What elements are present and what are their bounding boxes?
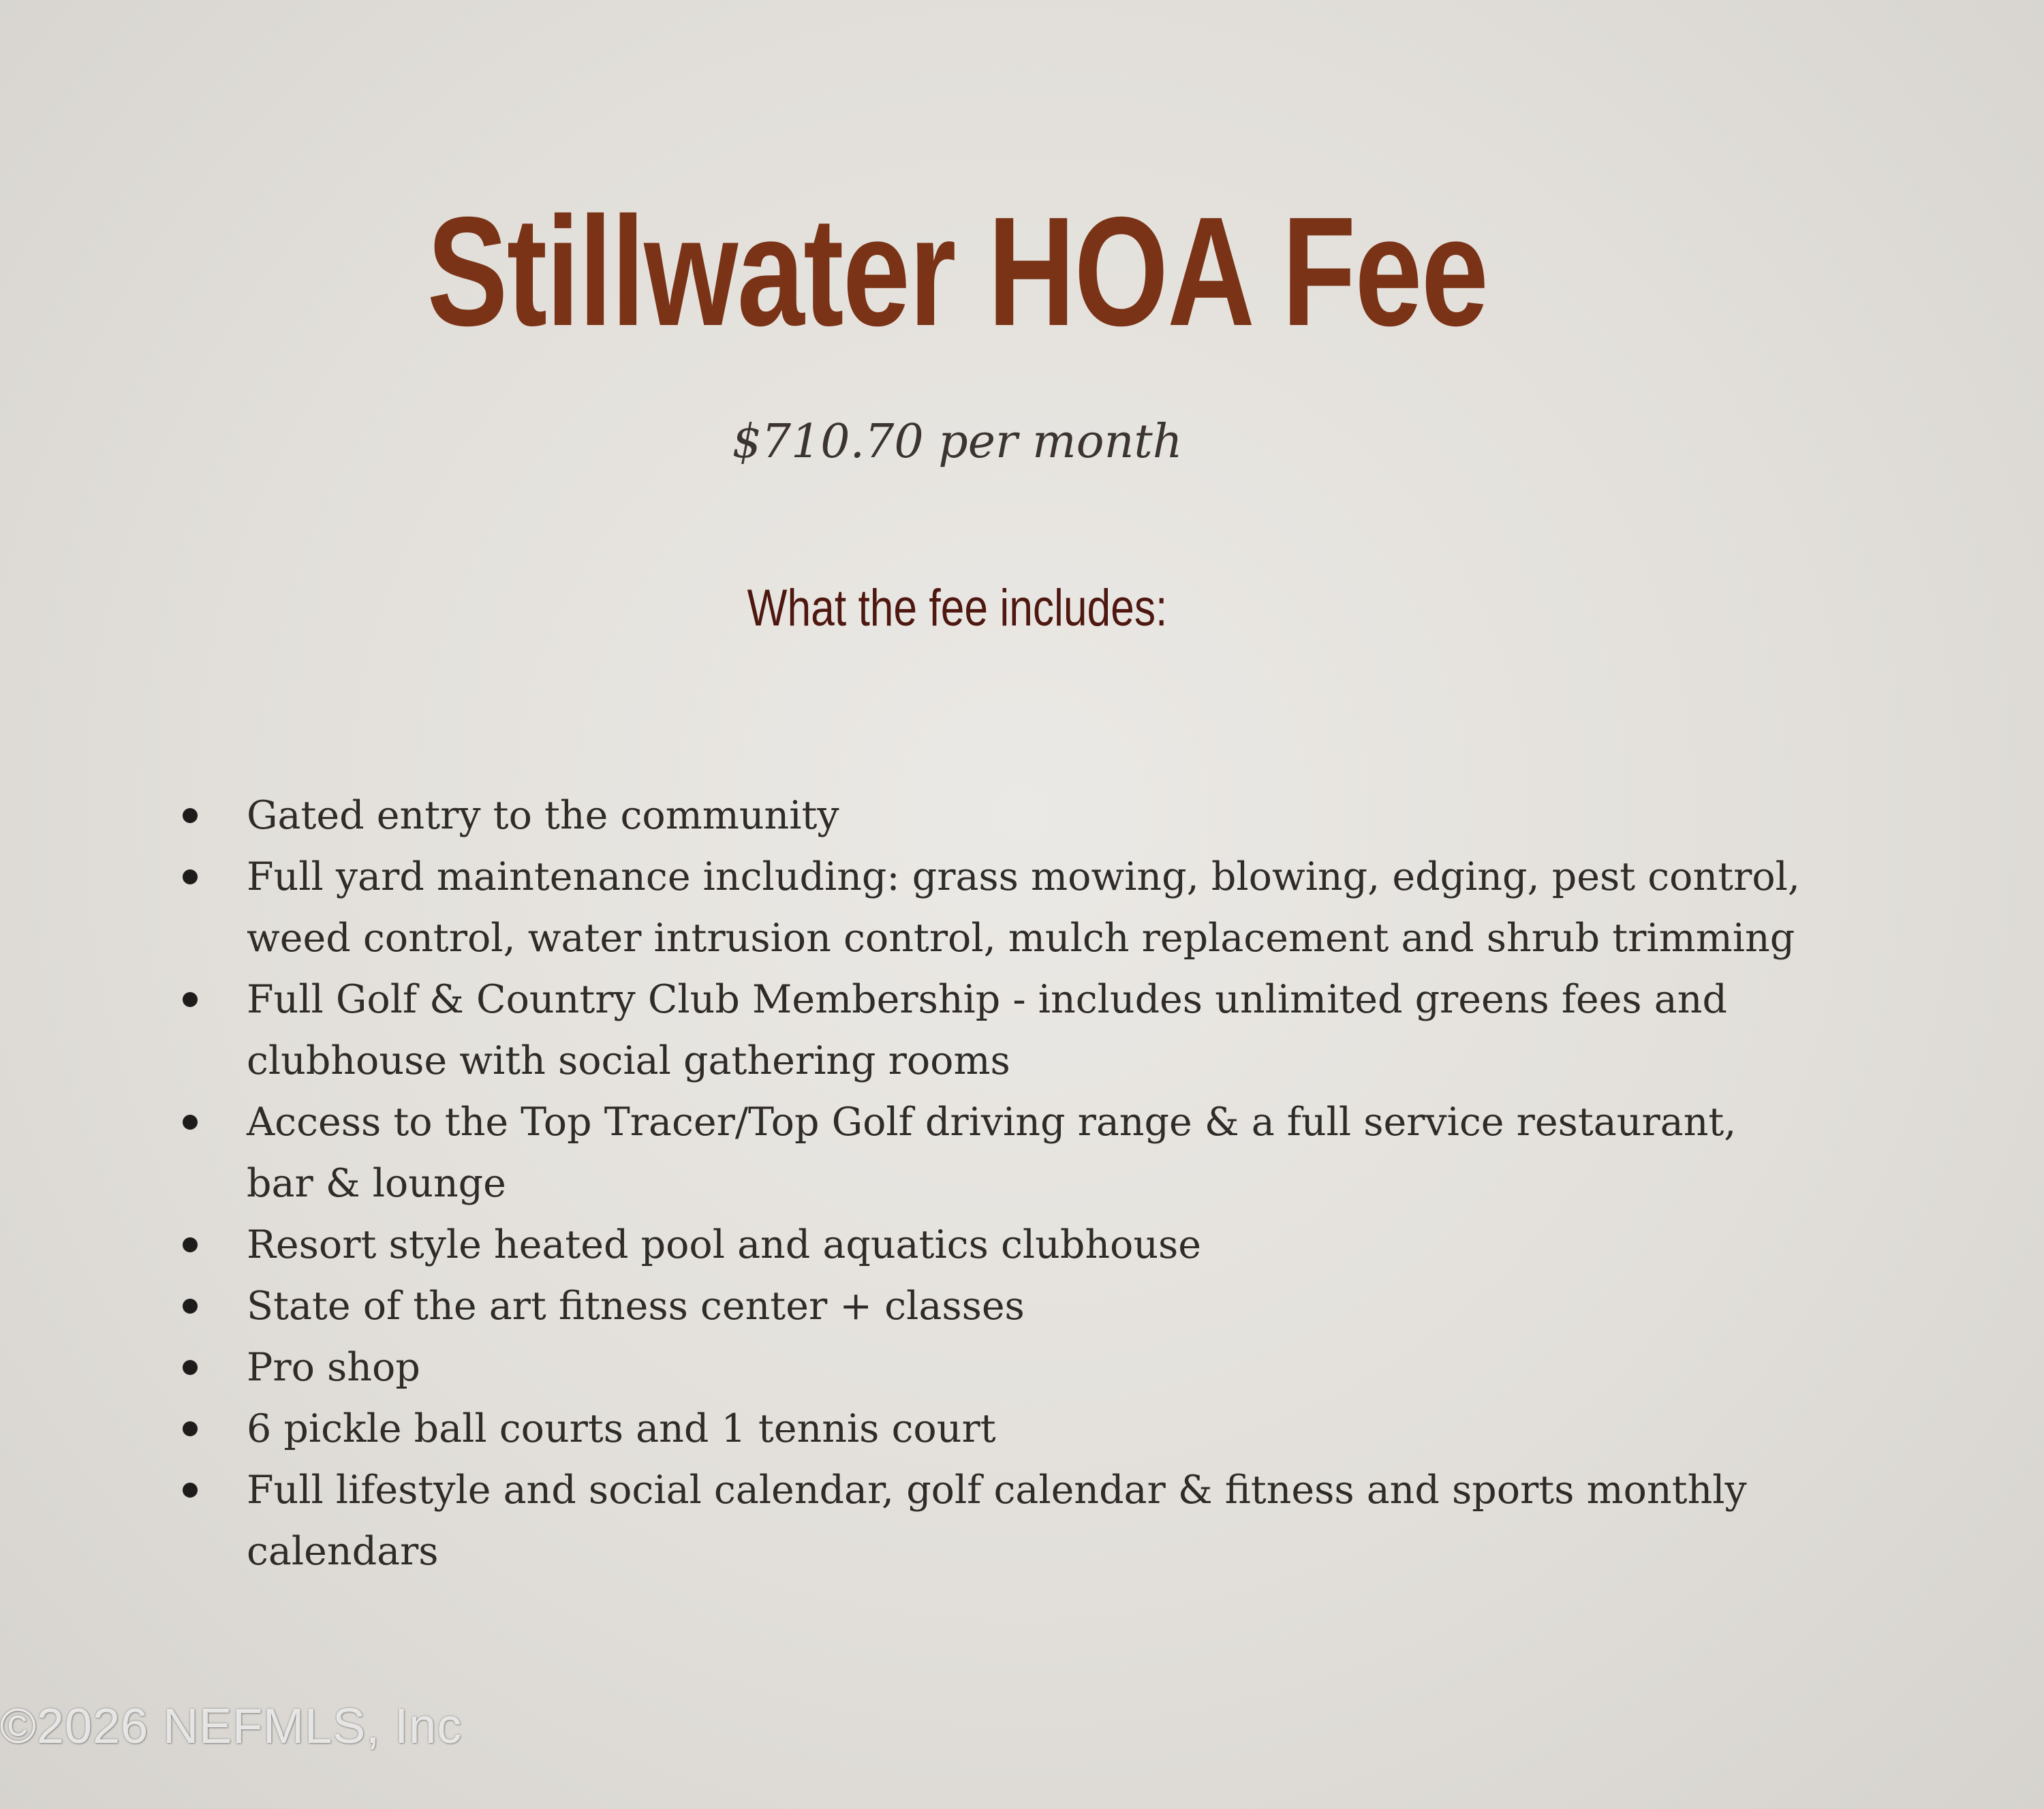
bullet-icon: [183, 1237, 198, 1252]
list-item-text: Full lifestyle and social calendar, golf calendar & fitness and sports monthly calendars: [247, 1468, 1747, 1574]
section-heading: What the fee includes:: [747, 579, 1168, 637]
list-item: [179, 1337, 1800, 1398]
bullet-icon: [183, 808, 198, 823]
bullet-icon: [183, 1421, 198, 1436]
list-item: [179, 1459, 1800, 1582]
list-item-text: Pro shop: [247, 1345, 420, 1390]
list-item-text: State of the art fitness center + classes: [247, 1284, 1025, 1329]
list-item: [179, 969, 1800, 1092]
bullet-icon: [183, 1299, 198, 1314]
list-item: [179, 1092, 1800, 1214]
list-item: [179, 1398, 1800, 1459]
page-title: Stillwater HOA Fee: [427, 185, 1488, 358]
list-item-text: Gated entry to the community: [247, 793, 839, 838]
list-item: [179, 785, 1800, 846]
list-item-text: Full yard maintenance including: grass mowing, blowing, edging, pest control, weed control, water intrusion control, mulch replacement and shrub trimming: [247, 854, 1800, 961]
list-item-text: Full Golf & Country Club Membership - includes unlimited greens fees and clubhouse with social gathering rooms: [247, 977, 1727, 1083]
bullet-icon: [183, 869, 198, 884]
copyright-watermark: ©2026 NEFMLS, Inc: [0, 1699, 463, 1754]
list-item-text: Resort style heated pool and aquatics clubhouse: [247, 1222, 1202, 1267]
bullet-icon: [183, 1115, 198, 1130]
list-item: [179, 846, 1800, 969]
list-item-text: 6 pickle ball courts and 1 tennis court: [247, 1406, 996, 1451]
list-item: [179, 1275, 1800, 1337]
list-item: [179, 1214, 1800, 1275]
list-item-text: Access to the Top Tracer/Top Golf driving range & a full service restaurant, bar & lounge: [247, 1100, 1737, 1206]
bullet-icon: [183, 992, 198, 1007]
bullet-icon: [183, 1483, 198, 1498]
fee-includes-list: [179, 785, 1800, 1582]
fee-amount: $710.70 per month: [732, 415, 1183, 469]
bullet-icon: [183, 1360, 198, 1375]
